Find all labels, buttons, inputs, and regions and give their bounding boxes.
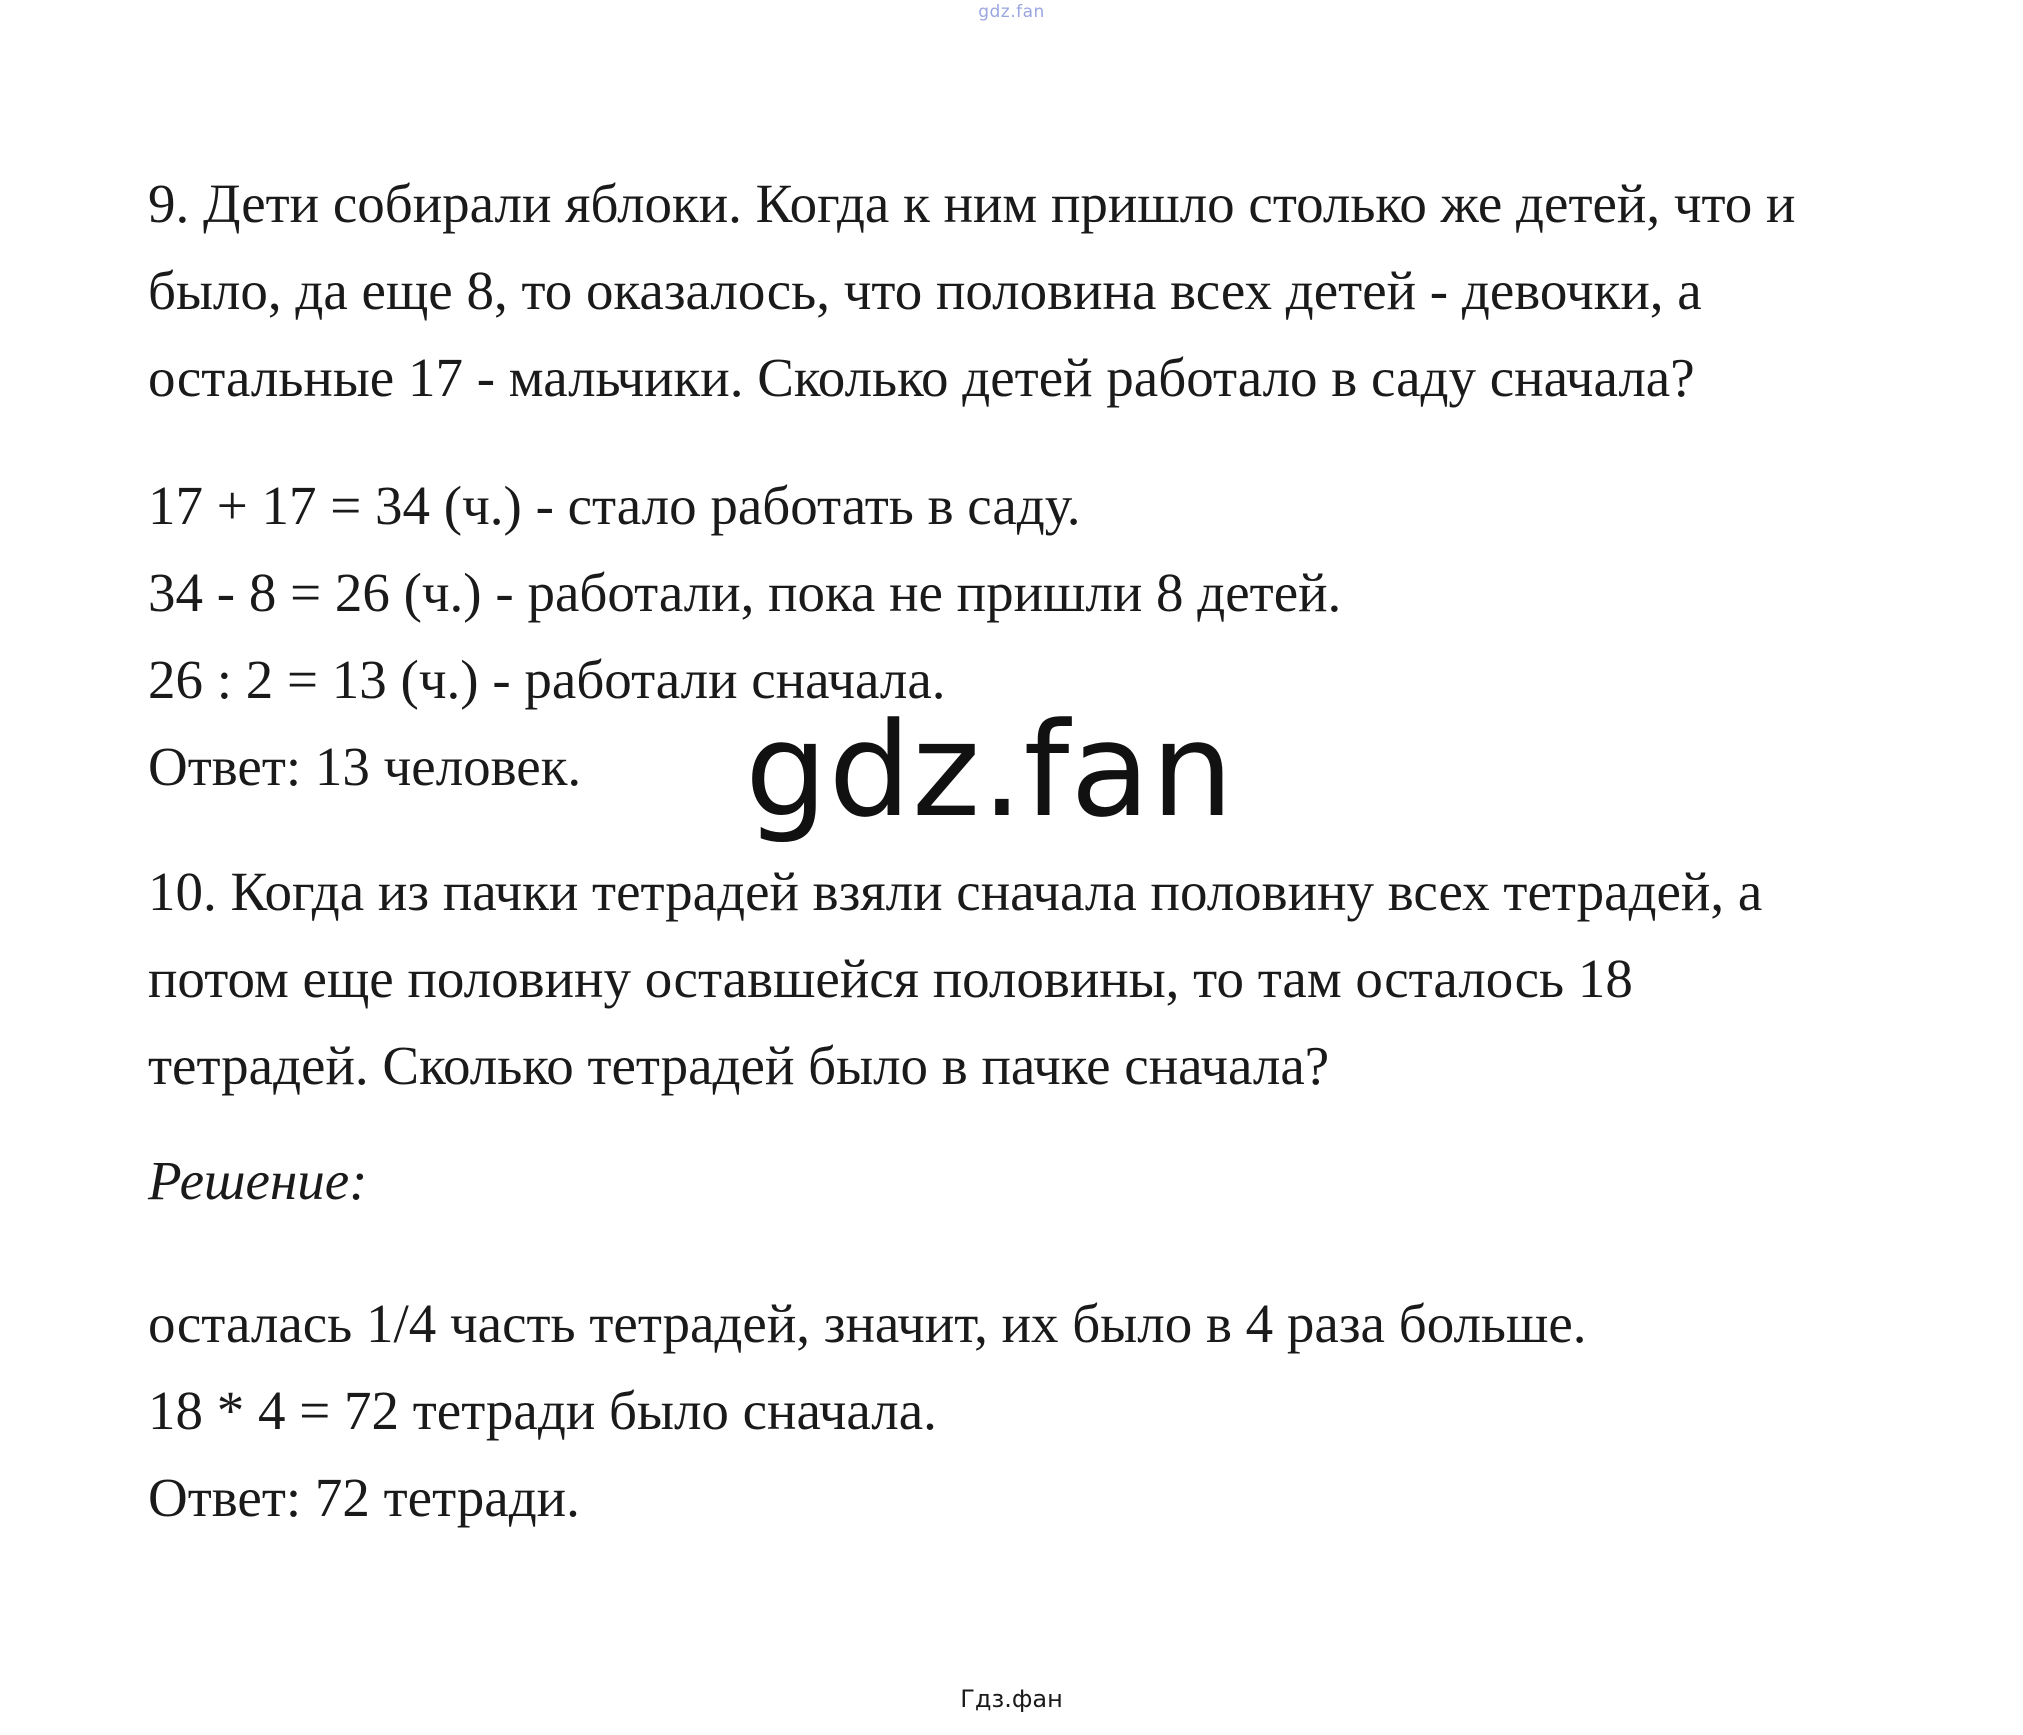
solution-heading: Решение: (148, 1150, 368, 1211)
problem-10-line: 10. Когда из пачки тетрадей взяли сначала половину всех тетрадей, а (148, 861, 1763, 922)
center-watermark: gdz.fan (745, 694, 1235, 846)
solution-9-step: 17 + 17 = 34 (ч.) - стало работать в саду. (148, 475, 1081, 536)
solution-10-step: осталась 1/4 часть тетрадей, значит, их было в 4 раза больше. (148, 1293, 1587, 1354)
problem-9-statement (148, 160, 1795, 421)
problem-9-line: 9. Дети собирали яблоки. Когда к ним пришло столько же детей, что и (148, 173, 1796, 234)
solution-9-step: 26 : 2 = 13 (ч.) - работали сначала. (148, 649, 946, 710)
problem-10-line: тетрадей. Сколько тетрадей было в пачке сначала? (148, 1035, 1330, 1096)
top-watermark: gdz.fan (978, 2, 1045, 22)
solution-9-step: 34 - 8 = 26 (ч.) - работали, пока не пришли 8 детей. (148, 562, 1342, 623)
solution-9-answer: Ответ: 13 человек. (148, 736, 582, 797)
problem-10-statement (148, 848, 1762, 1109)
problem-9-line: было, да еще 8, то оказалось, что половина всех детей - девочки, а (148, 260, 1702, 321)
problem-10-solution (148, 1280, 1587, 1541)
problem-9-line: остальные 17 - мальчики. Сколько детей работало в саду сначала? (148, 347, 1695, 408)
problem-10-line: потом еще половину оставшейся половины, то там осталось 18 (148, 948, 1633, 1009)
solution-10-step: 18 * 4 = 72 тетради было сначала. (148, 1380, 937, 1441)
solution-10-answer: Ответ: 72 тетради. (148, 1467, 580, 1528)
footer-text: Гдз.фан (960, 1685, 1063, 1713)
